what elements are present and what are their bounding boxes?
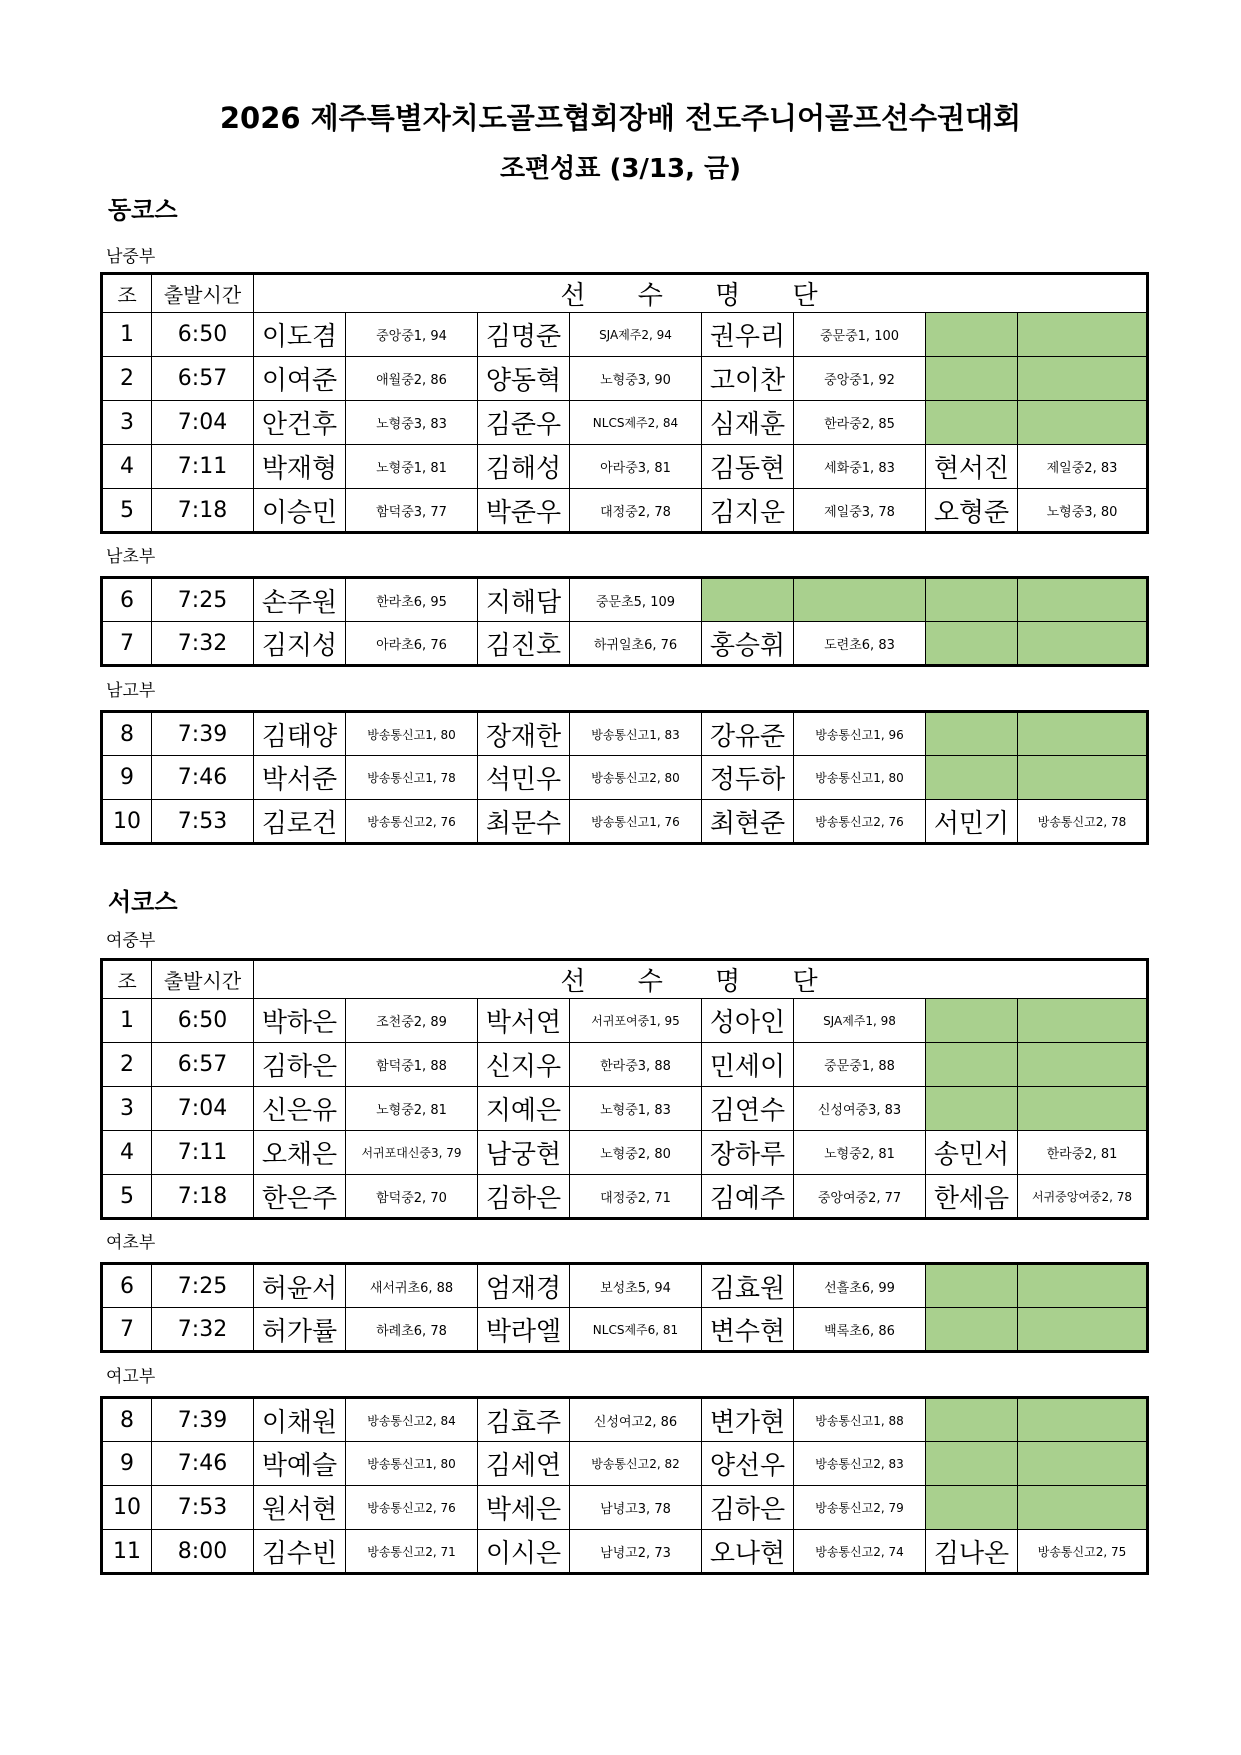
player-school-score: 노형중1, 83: [570, 1087, 702, 1131]
header-group: 조: [102, 960, 152, 999]
player-name: 최현준: [702, 800, 794, 844]
empty-slot: [1018, 1442, 1148, 1486]
empty-slot: [926, 1043, 1018, 1087]
tee-time: 7:53: [152, 1486, 254, 1530]
player-school-score: 대정중2, 71: [570, 1175, 702, 1219]
header-players: 선 수 명 단: [254, 960, 1148, 999]
player-school-score: 새서귀초6, 88: [346, 1264, 478, 1308]
player-name: 김지성: [254, 622, 346, 666]
empty-slot: [1018, 401, 1148, 445]
player-name: 김예주: [702, 1175, 794, 1219]
player-name: 김세연: [478, 1442, 570, 1486]
group-number: 8: [102, 1398, 152, 1442]
group-number: 6: [102, 578, 152, 622]
table-row: [102, 401, 1148, 445]
player-name: 민세이: [702, 1043, 794, 1087]
player-school-score: 함덕중3, 77: [346, 489, 478, 533]
player-school-score: 방송통신고1, 76: [570, 800, 702, 844]
tee-time: 7:18: [152, 1175, 254, 1219]
group-number: 10: [102, 800, 152, 844]
table-row: [102, 1264, 1148, 1308]
player-name: 변가현: [702, 1398, 794, 1442]
player-name: 송민서: [926, 1131, 1018, 1175]
player-school-score: 방송통신고2, 76: [794, 800, 926, 844]
player-school-score: 애월중2, 86: [346, 357, 478, 401]
player-name: 박재형: [254, 445, 346, 489]
player-school-score: 방송통신고1, 96: [794, 712, 926, 756]
header-players: 선 수 명 단: [254, 274, 1148, 313]
player-name: 양선우: [702, 1442, 794, 1486]
empty-slot: [1018, 313, 1148, 357]
group-number: 6: [102, 1264, 152, 1308]
player-name: 지예은: [478, 1087, 570, 1131]
player-school-score: 노형중1, 81: [346, 445, 478, 489]
player-name: 박서연: [478, 999, 570, 1043]
tee-time: 7:18: [152, 489, 254, 533]
group-number: 5: [102, 489, 152, 533]
player-school-score: NLCS제주6, 81: [570, 1308, 702, 1352]
empty-slot: [1018, 1087, 1148, 1131]
player-school-score: SJA제주1, 98: [794, 999, 926, 1043]
empty-slot: [926, 1398, 1018, 1442]
schedule-table: [100, 958, 1149, 1220]
player-school-score: 조천중2, 89: [346, 999, 478, 1043]
table-row: [102, 1530, 1148, 1574]
table-row: [102, 1308, 1148, 1352]
player-school-score: 신성여고2, 86: [570, 1398, 702, 1442]
player-school-score: 중문초5, 109: [570, 578, 702, 622]
player-name: 김하은: [702, 1486, 794, 1530]
table-row: [102, 313, 1148, 357]
player-school-score: 서귀포대신중3, 79: [346, 1131, 478, 1175]
tee-time: 7:25: [152, 578, 254, 622]
player-name: 김로건: [254, 800, 346, 844]
player-name: 김태양: [254, 712, 346, 756]
player-school-score: 서귀포여중1, 95: [570, 999, 702, 1043]
player-school-score: 방송통신고1, 83: [570, 712, 702, 756]
player-name: 강유준: [702, 712, 794, 756]
empty-slot: [794, 578, 926, 622]
player-school-score: 함덕중1, 88: [346, 1043, 478, 1087]
division-label: 여중부: [106, 931, 156, 951]
player-name: 현서진: [926, 445, 1018, 489]
empty-slot: [926, 1264, 1018, 1308]
division-label: 남초부: [106, 547, 156, 567]
player-school-score: 중앙중1, 94: [346, 313, 478, 357]
player-name: 김수빈: [254, 1530, 346, 1574]
empty-slot: [1018, 756, 1148, 800]
player-school-score: 제일중2, 83: [1018, 445, 1148, 489]
division-label: 여고부: [106, 1367, 156, 1387]
player-name: 김하은: [478, 1175, 570, 1219]
player-school-score: 방송통신고2, 83: [794, 1442, 926, 1486]
player-school-score: 노형중3, 90: [570, 357, 702, 401]
table-row: [102, 489, 1148, 533]
player-name: 이채원: [254, 1398, 346, 1442]
player-name: 신은유: [254, 1087, 346, 1131]
player-name: 김준우: [478, 401, 570, 445]
table-row: [102, 1398, 1148, 1442]
player-name: 손주원: [254, 578, 346, 622]
player-school-score: 방송통신고1, 78: [346, 756, 478, 800]
player-name: 이도겸: [254, 313, 346, 357]
player-name: 성아인: [702, 999, 794, 1043]
group-number: 1: [102, 313, 152, 357]
player-name: 고이찬: [702, 357, 794, 401]
group-number: 10: [102, 1486, 152, 1530]
player-school-score: 방송통신고2, 76: [346, 1486, 478, 1530]
empty-slot: [1018, 1308, 1148, 1352]
tee-time: 7:25: [152, 1264, 254, 1308]
group-number: 2: [102, 1043, 152, 1087]
player-name: 권우리: [702, 313, 794, 357]
player-name: 김하은: [254, 1043, 346, 1087]
player-name: 원서현: [254, 1486, 346, 1530]
empty-slot: [926, 712, 1018, 756]
tee-time: 7:46: [152, 1442, 254, 1486]
tee-time: 7:39: [152, 712, 254, 756]
empty-slot: [1018, 622, 1148, 666]
header-time: 출발시간: [152, 274, 254, 313]
tee-time: 8:00: [152, 1530, 254, 1574]
player-name: 김해성: [478, 445, 570, 489]
player-name: 신지우: [478, 1043, 570, 1087]
header-time: 출발시간: [152, 960, 254, 999]
player-name: 박서준: [254, 756, 346, 800]
tee-time: 7:46: [152, 756, 254, 800]
player-name: 정두하: [702, 756, 794, 800]
empty-slot: [1018, 999, 1148, 1043]
player-school-score: 방송통신고2, 76: [346, 800, 478, 844]
group-number: 1: [102, 999, 152, 1043]
player-name: 최문수: [478, 800, 570, 844]
player-name: 석민우: [478, 756, 570, 800]
group-number: 4: [102, 1131, 152, 1175]
player-name: 박하은: [254, 999, 346, 1043]
division-label: 여초부: [106, 1233, 156, 1253]
player-name: 박예슬: [254, 1442, 346, 1486]
empty-slot: [926, 622, 1018, 666]
table-row: [102, 445, 1148, 489]
course-heading: 동코스: [108, 196, 178, 224]
player-school-score: 한라중2, 81: [1018, 1131, 1148, 1175]
player-name: 오나현: [702, 1530, 794, 1574]
player-name: 박라엘: [478, 1308, 570, 1352]
player-school-score: NLCS제주2, 84: [570, 401, 702, 445]
tee-time: 6:57: [152, 357, 254, 401]
player-name: 이승민: [254, 489, 346, 533]
player-school-score: 아라초6, 76: [346, 622, 478, 666]
table-row: [102, 1442, 1148, 1486]
schedule-table: [100, 710, 1149, 845]
table-row: [102, 999, 1148, 1043]
player-school-score: 방송통신고1, 80: [346, 1442, 478, 1486]
schedule-table: [100, 1262, 1149, 1353]
player-name: 엄재경: [478, 1264, 570, 1308]
empty-slot: [1018, 1043, 1148, 1087]
group-number: 4: [102, 445, 152, 489]
table-row: [102, 712, 1148, 756]
player-name: 심재훈: [702, 401, 794, 445]
group-number: 2: [102, 357, 152, 401]
table-row: [102, 622, 1148, 666]
header-group: 조: [102, 274, 152, 313]
player-name: 김명준: [478, 313, 570, 357]
table-header-row: [102, 274, 1148, 313]
group-number: 9: [102, 1442, 152, 1486]
schedule-table: [100, 576, 1149, 667]
player-school-score: 중앙중1, 92: [794, 357, 926, 401]
player-name: 홍승휘: [702, 622, 794, 666]
player-name: 양동혁: [478, 357, 570, 401]
player-school-score: 방송통신고1, 80: [794, 756, 926, 800]
group-number: 11: [102, 1530, 152, 1574]
player-school-score: 대정중2, 78: [570, 489, 702, 533]
player-name: 장재한: [478, 712, 570, 756]
player-school-score: 신성여중3, 83: [794, 1087, 926, 1131]
player-school-score: 방송통신고2, 71: [346, 1530, 478, 1574]
player-name: 지해담: [478, 578, 570, 622]
player-school-score: 방송통신고2, 80: [570, 756, 702, 800]
player-name: 안건후: [254, 401, 346, 445]
player-name: 한은주: [254, 1175, 346, 1219]
player-school-score: 방송통신고2, 82: [570, 1442, 702, 1486]
group-number: 9: [102, 756, 152, 800]
group-number: 3: [102, 1087, 152, 1131]
player-school-score: 노형중2, 81: [346, 1087, 478, 1131]
player-school-score: 선흘초6, 99: [794, 1264, 926, 1308]
page-subtitle: 조편성표 (3/13, 금): [499, 154, 742, 184]
group-number: 7: [102, 622, 152, 666]
empty-slot: [926, 999, 1018, 1043]
player-school-score: 방송통신고2, 74: [794, 1530, 926, 1574]
empty-slot: [926, 1486, 1018, 1530]
player-name: 김연수: [702, 1087, 794, 1131]
table-row: [102, 1486, 1148, 1530]
course-heading: 서코스: [108, 888, 178, 916]
player-school-score: 도련초6, 83: [794, 622, 926, 666]
player-name: 박세은: [478, 1486, 570, 1530]
player-name: 서민기: [926, 800, 1018, 844]
player-school-score: 세화중1, 83: [794, 445, 926, 489]
player-name: 허윤서: [254, 1264, 346, 1308]
empty-slot: [926, 401, 1018, 445]
player-school-score: 한라중2, 85: [794, 401, 926, 445]
player-school-score: 남녕고3, 78: [570, 1486, 702, 1530]
player-name: 한세음: [926, 1175, 1018, 1219]
player-school-score: 중앙여중2, 77: [794, 1175, 926, 1219]
player-school-score: 노형중2, 80: [570, 1131, 702, 1175]
player-name: 김나온: [926, 1530, 1018, 1574]
empty-slot: [1018, 578, 1148, 622]
tee-time: 7:39: [152, 1398, 254, 1442]
empty-slot: [926, 357, 1018, 401]
table-row: [102, 1087, 1148, 1131]
empty-slot: [926, 1442, 1018, 1486]
group-number: 8: [102, 712, 152, 756]
player-school-score: 방송통신고1, 80: [346, 712, 478, 756]
player-name: 이시은: [478, 1530, 570, 1574]
player-name: 변수현: [702, 1308, 794, 1352]
player-school-score: 아라중3, 81: [570, 445, 702, 489]
empty-slot: [926, 756, 1018, 800]
player-name: 김동현: [702, 445, 794, 489]
player-name: 허가률: [254, 1308, 346, 1352]
group-number: 7: [102, 1308, 152, 1352]
player-school-score: 남녕고2, 73: [570, 1530, 702, 1574]
tee-time: 7:53: [152, 800, 254, 844]
player-name: 김지운: [702, 489, 794, 533]
empty-slot: [926, 1087, 1018, 1131]
table-row: [102, 1175, 1148, 1219]
tee-time: 7:04: [152, 401, 254, 445]
table-row: [102, 578, 1148, 622]
tee-time: 6:57: [152, 1043, 254, 1087]
page-title: 2026 제주특별자치도골프협회장배 전도주니어골프선수권대회: [219, 101, 1022, 135]
empty-slot: [1018, 1264, 1148, 1308]
division-label: 남고부: [106, 681, 156, 701]
tee-time: 7:11: [152, 445, 254, 489]
player-school-score: 백록초6, 86: [794, 1308, 926, 1352]
tee-time: 7:11: [152, 1131, 254, 1175]
player-name: 오채은: [254, 1131, 346, 1175]
player-school-score: 노형중3, 83: [346, 401, 478, 445]
player-name: 김효주: [478, 1398, 570, 1442]
table-row: [102, 800, 1148, 844]
schedule-table: [100, 272, 1149, 534]
player-school-score: 중문중1, 100: [794, 313, 926, 357]
player-school-score: 서귀중앙여중2, 78: [1018, 1175, 1148, 1219]
empty-slot: [926, 313, 1018, 357]
player-school-score: 방송통신고2, 79: [794, 1486, 926, 1530]
player-school-score: SJA제주2, 94: [570, 313, 702, 357]
player-name: 김진호: [478, 622, 570, 666]
player-name: 김효원: [702, 1264, 794, 1308]
player-school-score: 방송통신고2, 75: [1018, 1530, 1148, 1574]
player-school-score: 하례초6, 78: [346, 1308, 478, 1352]
tee-time: 6:50: [152, 999, 254, 1043]
empty-slot: [926, 1308, 1018, 1352]
player-school-score: 한라중3, 88: [570, 1043, 702, 1087]
player-school-score: 보성초5, 94: [570, 1264, 702, 1308]
player-name: 오형준: [926, 489, 1018, 533]
empty-slot: [1018, 1486, 1148, 1530]
player-school-score: 노형중3, 80: [1018, 489, 1148, 533]
player-name: 박준우: [478, 489, 570, 533]
player-school-score: 노형중2, 81: [794, 1131, 926, 1175]
tee-time: 7:32: [152, 1308, 254, 1352]
table-row: [102, 1131, 1148, 1175]
group-number: 5: [102, 1175, 152, 1219]
player-name: 이여준: [254, 357, 346, 401]
player-school-score: 한라초6, 95: [346, 578, 478, 622]
empty-slot: [1018, 712, 1148, 756]
player-school-score: 중문중1, 88: [794, 1043, 926, 1087]
empty-slot: [926, 578, 1018, 622]
player-school-score: 함덕중2, 70: [346, 1175, 478, 1219]
player-school-score: 방송통신고2, 84: [346, 1398, 478, 1442]
tee-time: 7:32: [152, 622, 254, 666]
player-school-score: 제일중3, 78: [794, 489, 926, 533]
player-name: 남궁현: [478, 1131, 570, 1175]
empty-slot: [1018, 1398, 1148, 1442]
player-school-score: 방송통신고1, 88: [794, 1398, 926, 1442]
division-label: 남중부: [106, 247, 156, 267]
empty-slot: [702, 578, 794, 622]
table-row: [102, 357, 1148, 401]
table-header-row: [102, 960, 1148, 999]
table-row: [102, 1043, 1148, 1087]
player-name: 장하루: [702, 1131, 794, 1175]
player-school-score: 하귀일초6, 76: [570, 622, 702, 666]
schedule-table: [100, 1396, 1149, 1575]
table-row: [102, 756, 1148, 800]
tee-time: 6:50: [152, 313, 254, 357]
tee-time: 7:04: [152, 1087, 254, 1131]
group-number: 3: [102, 401, 152, 445]
player-school-score: 방송통신고2, 78: [1018, 800, 1148, 844]
empty-slot: [1018, 357, 1148, 401]
